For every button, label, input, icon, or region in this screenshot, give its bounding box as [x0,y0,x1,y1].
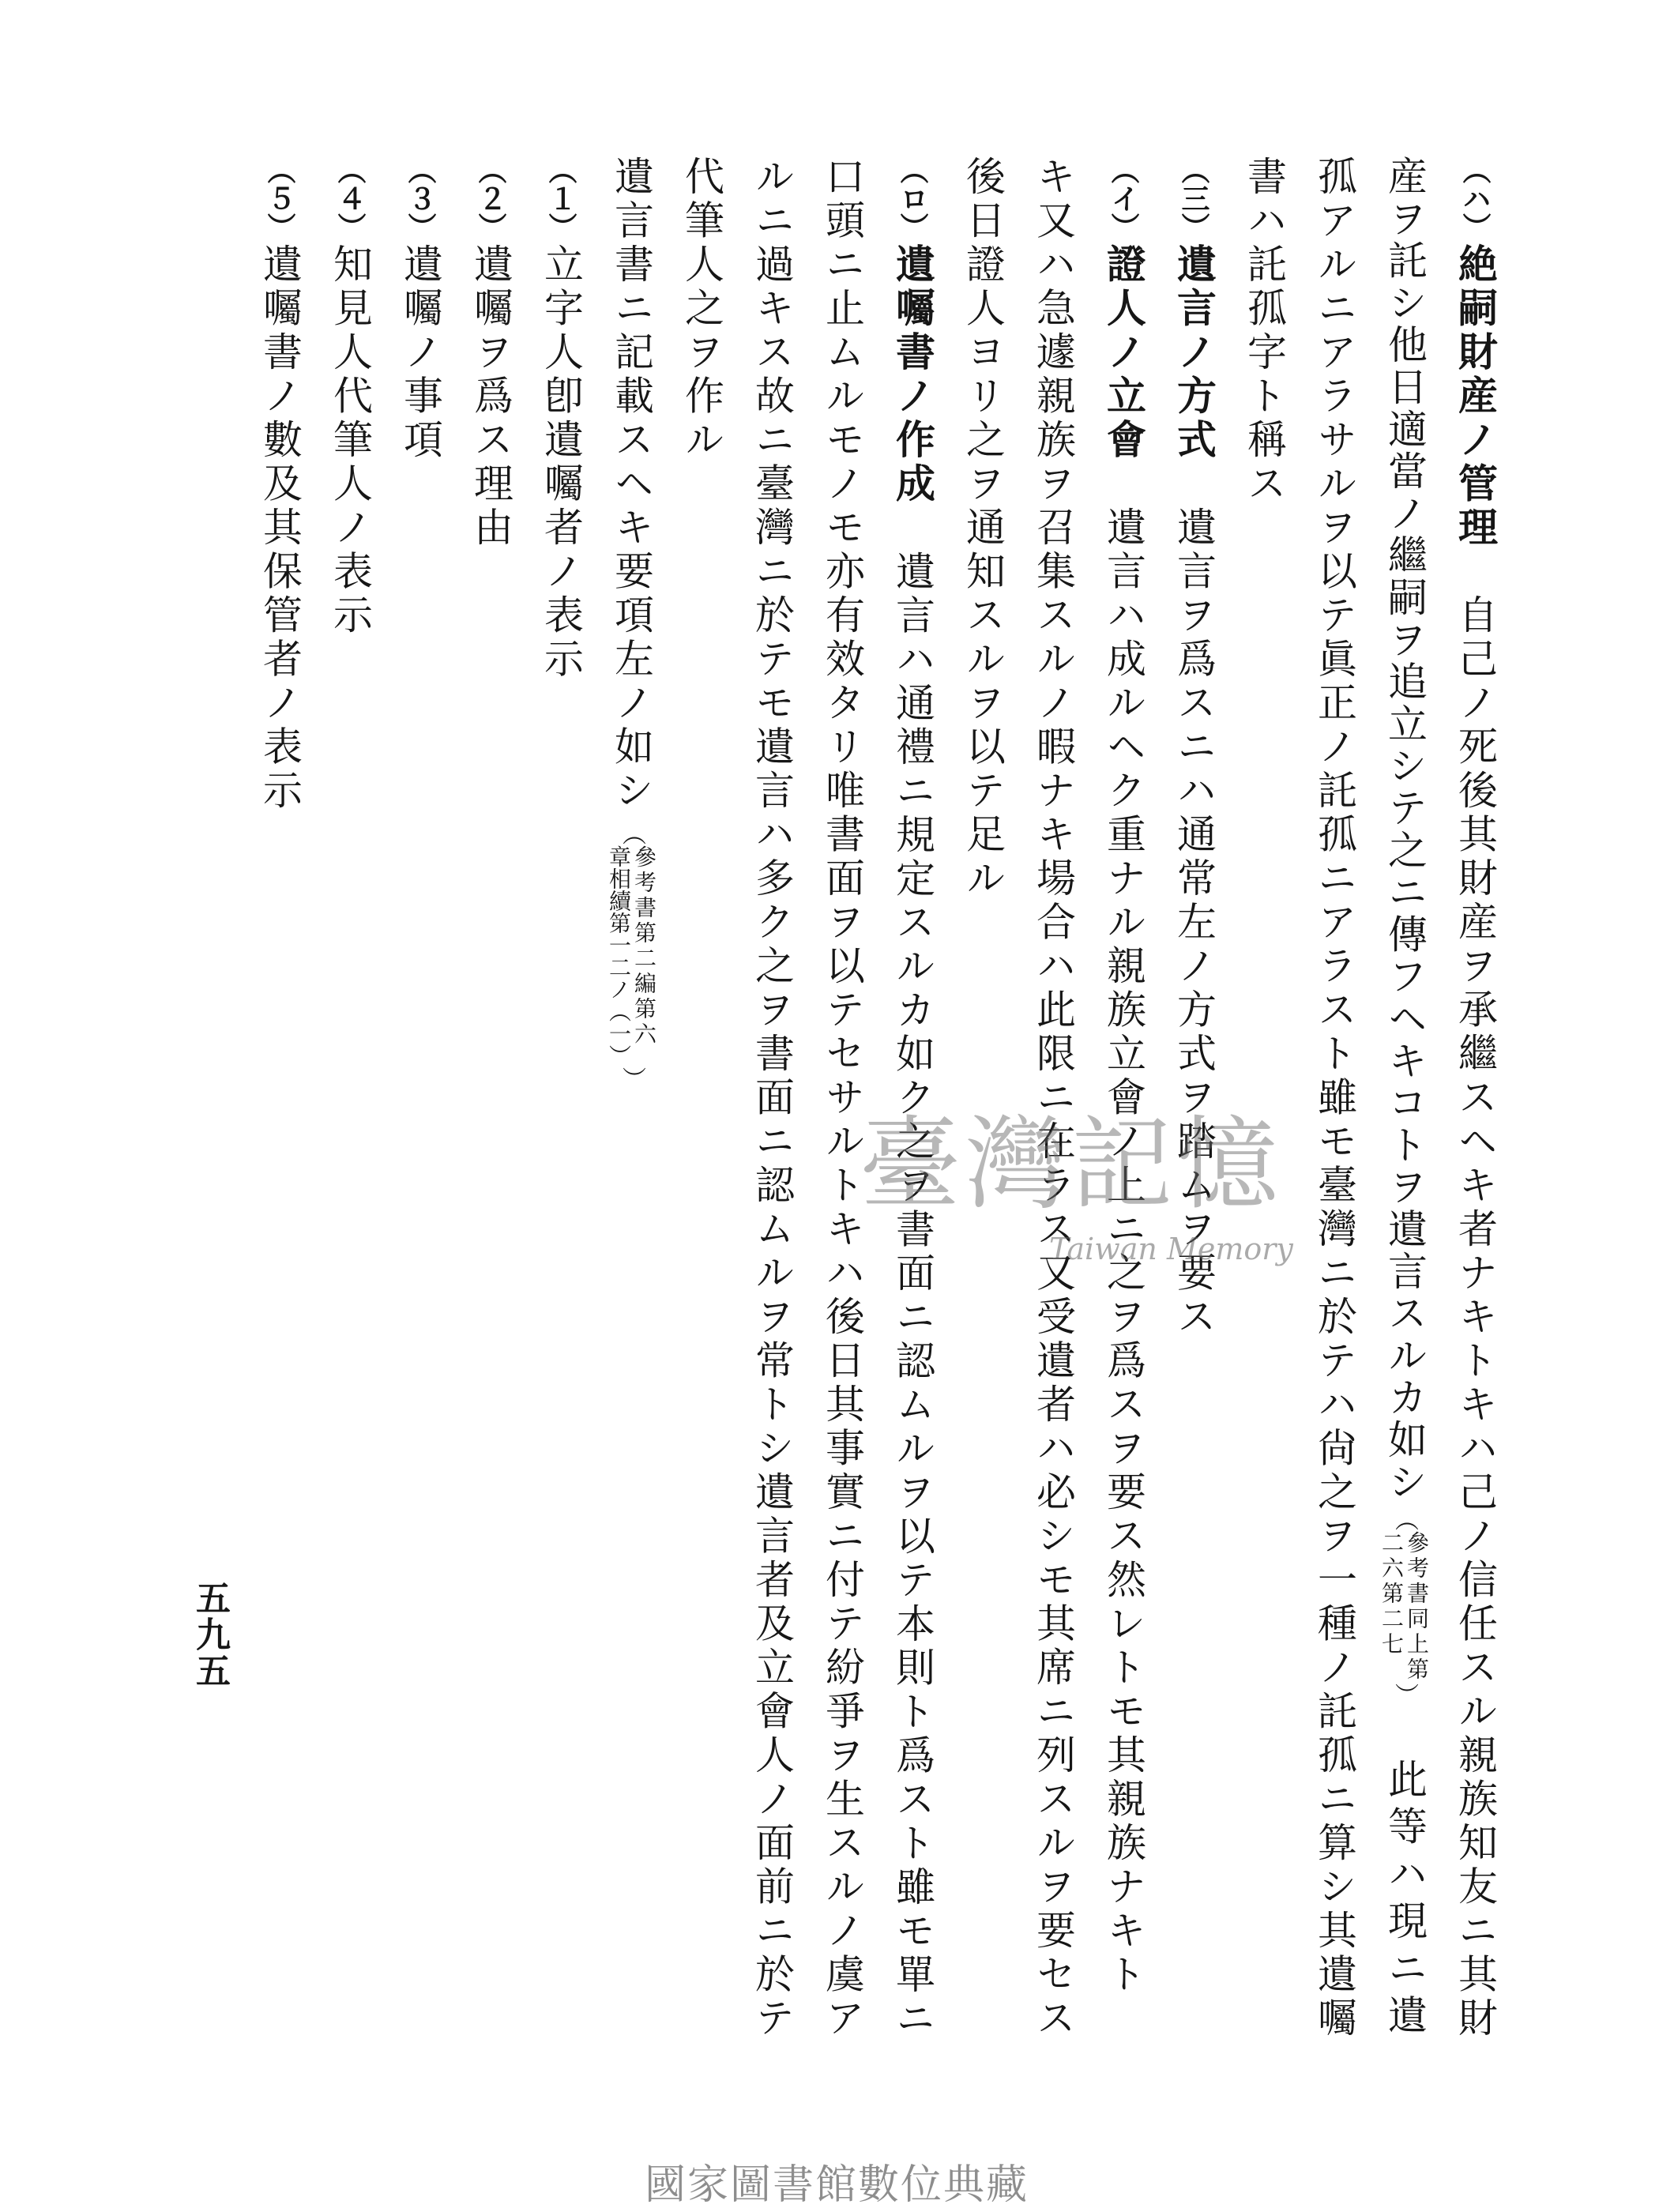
column-16-marker: （３） [404,156,437,241]
column-18-marker: （５） [263,156,296,241]
watermark-title: 臺灣記憶 [860,1106,1284,1224]
note-lines [607,845,656,1066]
column-12-text: 代筆人之ヲ作ル [679,156,724,463]
column-14-marker: （１） [544,156,577,241]
column-11-text: ルニ過キス故ニ臺灣ニ於テモ遺言ハ多ク之ヲ書面ニ認ムルヲ常トシ遺言者及立會人ノ面前ニ於テ [749,156,795,2041]
note-line-2: 二六第二七 [1379,1531,1405,1657]
note-line-1: 參考書同上第 [1404,1531,1430,1683]
column-17-text: 知見人代筆人ノ表示 [327,243,373,638]
column-9-heading: 遺囑書ノ作成 [890,243,936,506]
column-5-heading: 遺言ノ方式 [1171,243,1217,463]
note-open-paren: （ [1390,1507,1418,1531]
column-17-marker: （４） [333,156,367,241]
column-1-text: 自己ノ死後其財産ヲ承繼スヘキ者ナキトキハ己ノ信任スル親族知友ニ其財 [1452,594,1498,2041]
column-16-text: 遺囑ノ事項 [397,243,443,463]
column-10-text: 口頭ニ止ムルモノモ亦有效タリ唯書面ヲ以テセサルトキハ後日其事實ニ付テ紛爭ヲ生スルノ虞ア [819,156,865,2041]
footer-collection-label: 國家圖書館數位典藏 [644,2161,1029,2209]
column-9-text: 遺言ハ通禮ニ規定スルカ如ク之ヲ書面ニ認ムルヲ以テ本則ト爲スト雖モ單ニ [890,551,935,2041]
note-line-2: 章相續第一二ノ（一） [606,845,632,1066]
column-15-marker: （２） [474,156,507,241]
column-2-reference-note [1379,1507,1429,1706]
watermark-subtitle: Taiwan Memory [1049,1232,1293,1266]
column-5-marker: （三） [1177,156,1210,241]
note-lines [1379,1531,1428,1683]
note-close-paren: ） [1390,1683,1418,1706]
column-6-marker: （イ） [1107,156,1140,241]
column-4-text: 書ハ託孤字ト稱ス [1241,156,1287,506]
column-14-text: 立字人卽遺囑者ノ表示 [538,243,584,682]
column-1-heading: 絶嗣財産ノ管理 [1452,243,1499,551]
column-6-text: 遺言ハ成ルヘク重ナル親族立會ノ上ニ之ヲ爲スヲ要ス然レトモ其親族ナキト [1100,506,1146,1997]
column-5-text: 遺言ヲ爲スニハ通常左ノ方式ヲ踏ムヲ要ス [1171,506,1217,1340]
column-7-text: キ又ハ急遽親族ヲ召集スルノ暇ナキ場合ハ此限ニ在ラス又受遺者ハ必シモ其席ニ列スルヲ要セス [1030,156,1076,2041]
column-9-marker: （ロ） [896,156,929,241]
column-3-text: 孤アルニアラサルヲ以テ眞正ノ託孤ニアラスト雖モ臺灣ニ於テハ尙之ヲ一種ノ託孤ニ算シ其遺囑 [1311,156,1357,2041]
column-15-text: 遺囑ヲ爲ス理由 [468,243,514,551]
note-line-1: 參考書第二編第六 [631,845,657,1048]
column-13-reference-note [606,822,656,1090]
note-close-paren: ） [618,1066,645,1090]
page-number: 五九五 [190,1580,230,1689]
column-18-text: 遺囑書ノ數及其保管者ノ表示 [257,243,303,814]
column-2-text-after: 此等ハ現ニ遺 [1382,1759,1428,2042]
column-2-text: 産ヲ託シ他日適當ノ繼嗣ヲ追立シテ之ニ傳フヘキコトヲ遺言スルカ如シ [1382,156,1428,1503]
column-1-marker: （ハ） [1458,156,1492,241]
column-13-text: 遺言書ニ記載スヘキ要項左ノ如シ [608,156,654,814]
note-open-paren: （ [618,822,645,845]
column-8-text: 後日證人ヨリ之ヲ通知スルヲ以テ足ル [960,156,1006,901]
column-6-heading: 證人ノ立會 [1100,243,1147,463]
